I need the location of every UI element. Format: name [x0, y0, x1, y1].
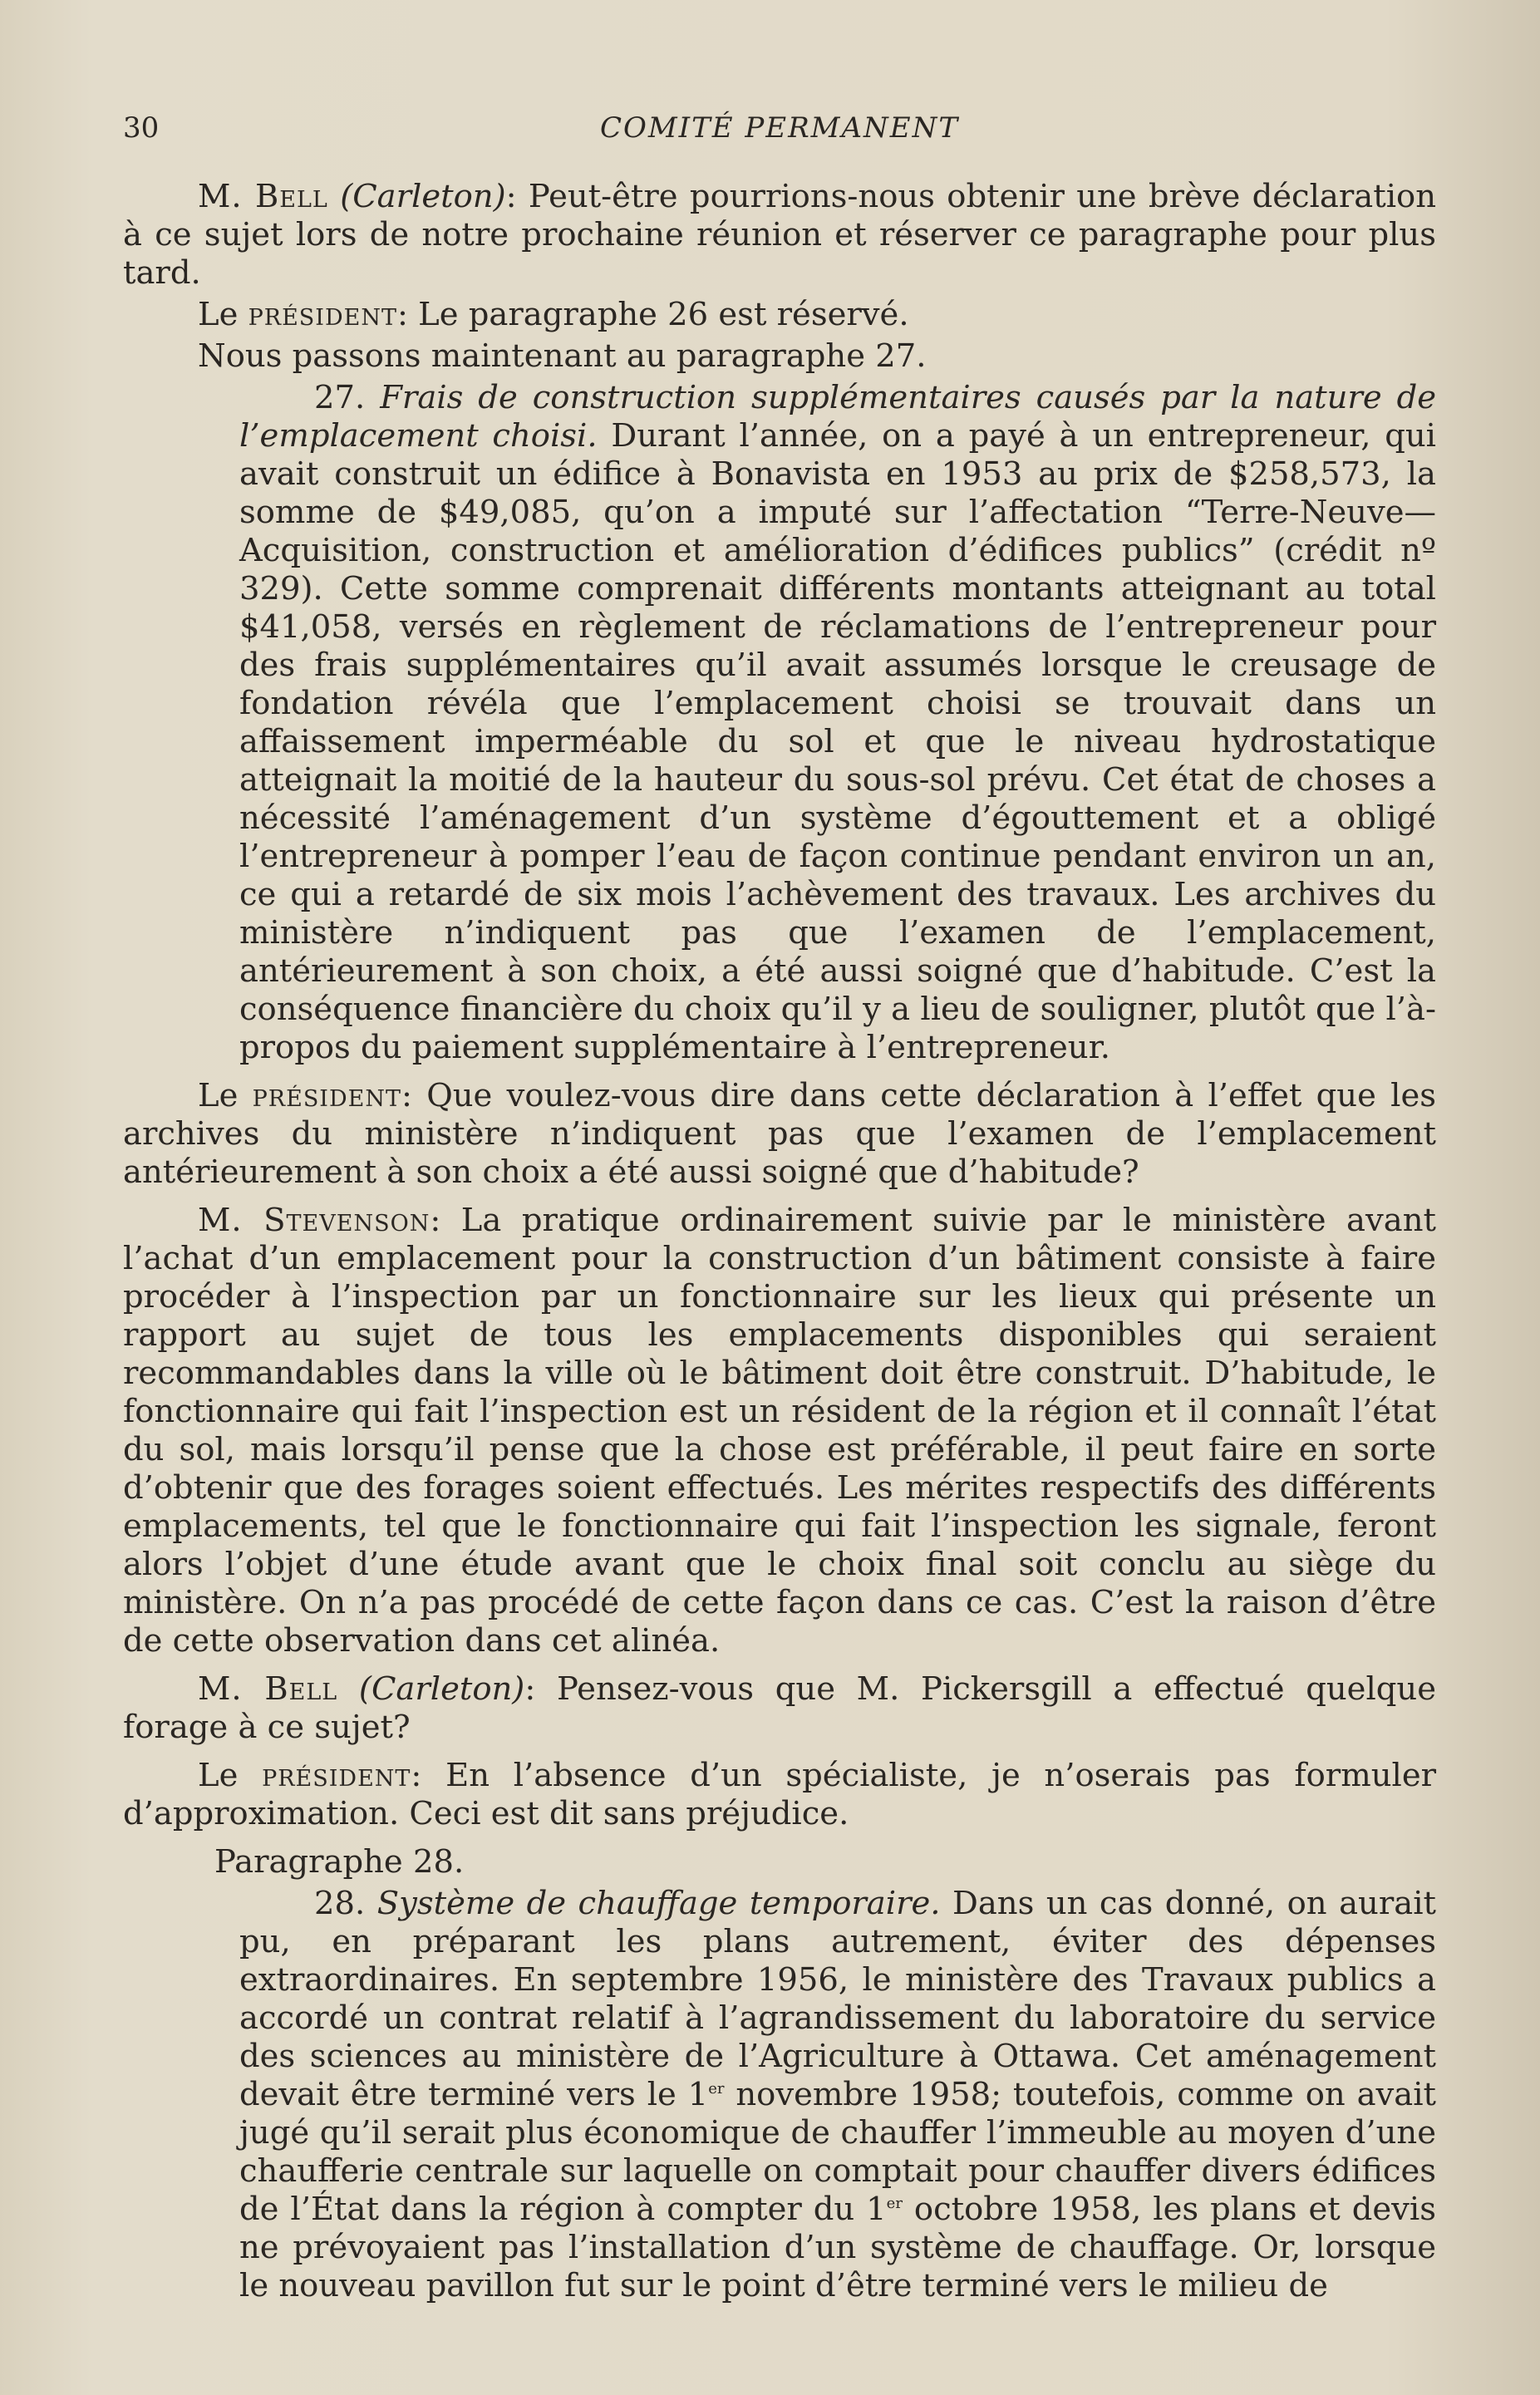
paragraph-text: : Pensez-vous que M. Pickersgill a effectué quelque forage à ce sujet?: [123, 1670, 1436, 1746]
running-head: COMITÉ PERMANENT: [599, 111, 960, 145]
quote-title: Système de chauffage temporaire.: [376, 1885, 941, 1922]
quote-number: 27.: [314, 379, 381, 416]
document-body: [123, 178, 1436, 2315]
paragraph-text: : La pratique ordinairement suivie par le ministère avant l’achat d’un emplacement pour la construction d’un bâtiment consiste à faire procéder à l’inspection par un fonctionnaire sur les lieux qui présente un rapport au sujet de tous les emplacements disponibles qui seraient recommandables dans la ville où le bâtiment doit être construit. D’habitude, le fonctionnaire qui fait l’inspection est un résident de la région et il connaît l’état du sol, mais lorsqu’il pense que la chose est préférable, il peut faire en sorte d’obtenir que des forages soient effectués. Les mérites respectifs des différents emplacements, tel que le fonctionnaire qui fait l’inspection les signale, feront alors l’objet d’une étude avant que le choix final soit conclu au siège du ministère. On n’a pas procédé de cette façon dans ce cas. C’est la raison d’être de cette observation dans cet alinéa.: [123, 1202, 1436, 1660]
speaker-name: président: [248, 296, 397, 333]
paragraph-president-2: [123, 1077, 1436, 1192]
paragraph-president-3: [123, 1757, 1436, 1833]
speaker-prefix: Le: [198, 1077, 253, 1114]
speaker-riding: (Carleton): [358, 1670, 525, 1708]
paragraph-president-1: [123, 296, 1436, 334]
page-header: [123, 111, 1436, 161]
speaker-prefix: Le: [198, 296, 248, 333]
quoted-paragraph-27: [239, 379, 1436, 1067]
speaker-riding: (Carleton): [340, 178, 506, 215]
paragraph-stevenson: [123, 1202, 1436, 1660]
paragraph-bell-1: [123, 178, 1436, 293]
quoted-paragraph-27-text: [239, 379, 1436, 1067]
quoted-paragraph-28: [239, 1885, 1436, 2305]
speaker-name: président: [252, 1077, 401, 1114]
paragraph-transition-28: Paragraphe 28.: [214, 1843, 465, 1881]
speaker-name: M. Bell: [198, 1670, 338, 1708]
quote-body: Dans un cas donné, on aurait pu, en préparant les plans autrement, éviter des dépenses extraordinaires. En septembre 1956, le ministère des Travaux publics a accordé un contrat relatif à l’agrandissement du laboratoire du service des sciences au ministère de l’Agriculture à Ottawa. Cet aménagement devait être terminé vers le 1: [239, 1885, 1436, 2113]
paragraph-text: : Que voulez-vous dire dans cette déclaration à l’effet que les archives du ministère n’indiquent pas que l’examen de l’emplacement antérieurement à son choix a été aussi soigné que d’habitude?: [123, 1077, 1436, 1191]
quoted-paragraph-28-text: [239, 1885, 1436, 2305]
page-number: 30: [123, 111, 160, 145]
ordinal-superscript: er: [886, 2195, 903, 2213]
quote-number: 28.: [314, 1885, 377, 1922]
paragraph-bell-2: [123, 1670, 1436, 1747]
speaker-name: M. Stevenson: [198, 1202, 431, 1239]
speaker-name: président: [262, 1757, 411, 1794]
paragraph-text: : Peut-être pourrions-nous obtenir une brève déclaration à ce sujet lors de notre prochaine réunion et réserver ce paragraphe pour plus tard.: [123, 178, 1436, 292]
quote-title: Frais de construction supplémentaires causés par la nature de l’emplacement choisi.: [239, 379, 1436, 455]
quote-body: octobre 1958, les plans et devis ne prévoyaient pas l’installation d’un système de chauffage. Or, lorsque le nouveau pavillon fut sur le point d’être terminé vers le milieu de: [239, 2191, 1436, 2304]
ordinal-superscript: er: [708, 2080, 725, 2098]
quote-body: Durant l’année, on a payé à un entrepreneur, qui avait construit un édifice à Bonavista en 1953 au prix de $258,573, la somme de $49,085, qu’on a imputé sur l’affectation “Terre-Neuve— Acquisition, construction et amélioration d’édifices publics” (crédit nº 329). Cette somme comprenait différents montants atteignant au total $41,058, versés en règlement de réclamations de l’entrepreneur pour des frais supplémentaires qu’il avait assumés lorsque le creusage de fondation révéla que l’emplacement choisi se trouvait dans un affaissement imperméable du sol et que le niveau hydrostatique atteignait la moitié de la hauteur du sous-sol prévu. Cet état de choses a nécessité l’aménagement d’un système d’égouttement et a obligé l’entrepreneur à pomper l’eau de façon continue pendant environ un an, ce qui a retardé de six mois l’achèvement des travaux. Les archives du ministère n’indiquent pas que l’examen de l’emplacement, antérieurement à son choix, a été aussi soigné que d’habitude. C’est la conséquence financière du choix qu’il y a lieu de souligner, plutôt que l’à-propos du paiement supplémentaire à l’entrepreneur.: [239, 417, 1437, 1066]
paragraph-text: : En l’absence d’un spécialiste, je n’oserais pas formuler d’approximation. Ceci est dit sans préjudice.: [123, 1757, 1437, 1832]
speaker-name: M. Bell: [198, 178, 328, 215]
speaker-prefix: Le: [198, 1757, 263, 1794]
quote-body: novembre 1958; toutefois, comme on avait jugé qu’il serait plus économique de chauffer l’immeuble au moyen d’une chaufferie centrale sur laquelle on comptait pour chauffer divers édifices de l’État dans la région à compter du 1: [239, 2076, 1437, 2228]
paragraph-transition-27: Nous passons maintenant au paragraphe 27.: [198, 337, 927, 375]
paragraph-text: : Le paragraphe 26 est réservé.: [396, 296, 909, 333]
